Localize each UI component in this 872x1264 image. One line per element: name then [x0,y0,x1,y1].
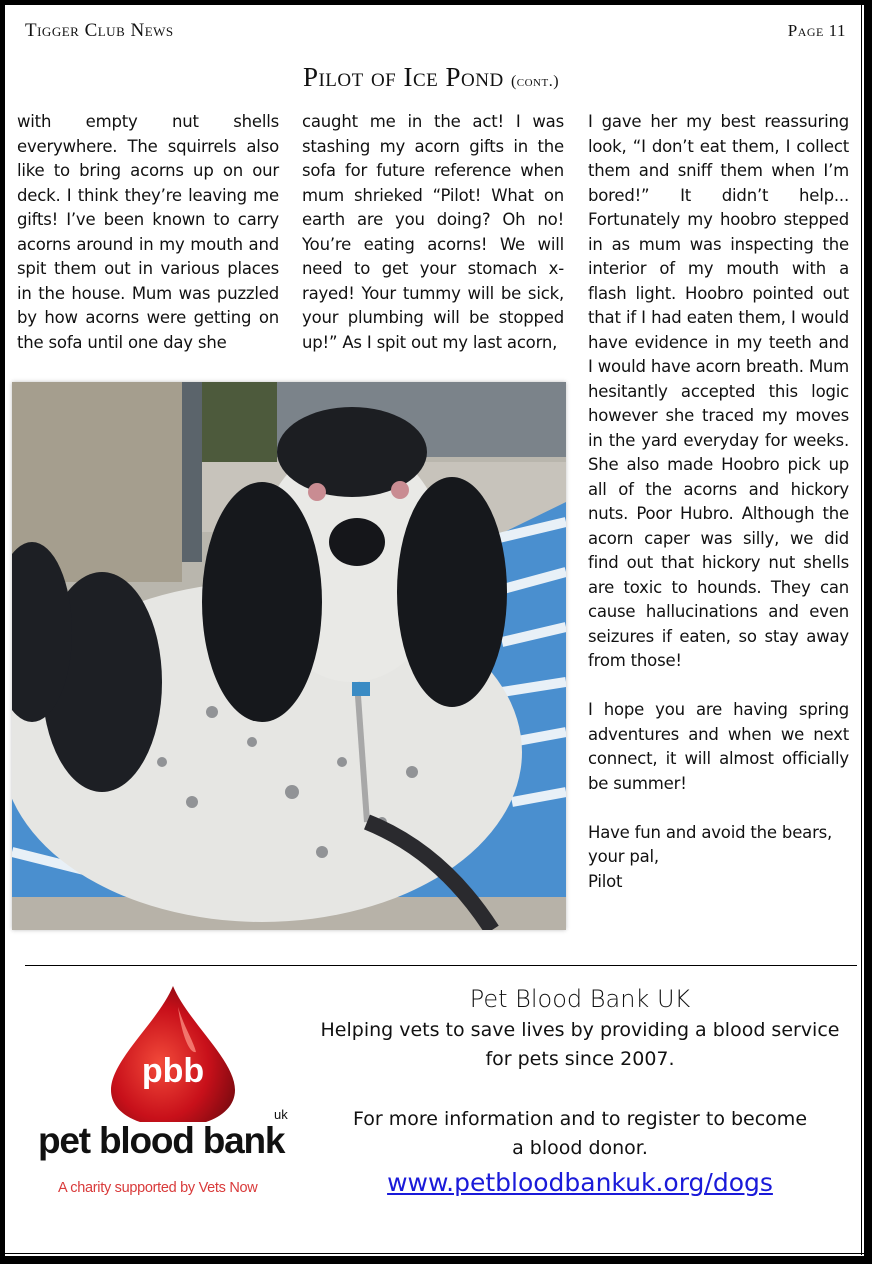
logo-wordmark: pet blood bank [38,1120,285,1161]
article-title-suffix: (cont.) [510,73,560,90]
logo-superscript: uk [274,1107,288,1122]
article-title-text: Pilot of Ice Pond [302,62,504,92]
page-border-bottom [0,1256,872,1264]
article-title [0,62,862,93]
dog-photo [12,382,566,930]
photo-post [182,382,202,562]
ad-info-line-1: For more information and to register to become [352,1108,808,1130]
page-number: Page 11 [787,21,846,40]
ad-info-line-2: a blood donor. [512,1137,648,1159]
article-column-1 [17,110,279,355]
dog-left-eye [308,483,326,501]
article-column-2 [302,110,564,355]
dog-right-ear [397,477,507,707]
dog-left-ear [202,482,322,722]
logo-tagline: A charity supported by Vets Now [58,1180,258,1196]
page-border-right [864,0,872,1264]
ad-description-line-2: for pets since 2007. [485,1048,675,1070]
page-border-right-inner [861,5,862,1255]
page-border-left [0,0,5,1264]
section-divider [25,965,857,966]
publication-name: Tigger Club News [25,20,174,41]
dog-right-eye [391,481,409,499]
dog-collar [352,682,370,696]
column-1-text: with empty nut shells everywhere. The squirrels also like to bring acorns up on our deck. I think they’re leaving me gifts! I’ve been known to carry acorns around in my mouth and spit them out in various places in the house. Mum was puzzled by how acorns were getting on the sofa until one day she [17,112,279,352]
logo-drop-text: pbb [141,1052,205,1090]
signoff-line-2: your pal, [588,847,659,866]
photo-foliage [202,382,277,462]
column-3-paragraph-2: I hope you are having spring adventures and when we next connect, it will almost officially be summer! [588,700,849,793]
dog-photo-illustration [12,382,566,930]
column-2-text: caught me in the act! I was stashing my acorn gifts in the sofa for future reference when mum shrieked “Pilot! What on earth are you doing? Oh no! You’re eating acorns! We will need to get your stomach x-rayed! Your tummy will be sick, your plumbing will be stopped up!” As I spit out my last acorn, [302,112,564,352]
pet-blood-bank-link[interactable]: www.petbloodbankuk.org/dogs [387,1168,773,1197]
ad-title: Pet Blood Bank UK [469,985,691,1013]
page-border-top [0,0,872,5]
ad-description-line-1: Helping vets to save lives by providing a blood service [320,1019,840,1041]
column-3-paragraph-1: I gave her my best reassuring look, “I don’t eat them, I collect them and sniff them when I’m bored!” It didn’t help... Fortunately my hoobro stepped in as mum was inspecting the interior of my mouth with a flash light. Hoobro pointed out that if I had eaten them, I would have evidence in my teeth and I would have acorn breath. Mum hesitantly accepted this logic however she traced my moves in the yard everyday for weeks. She also made Hoobro pick up all of the acorns and hickory nuts. Poor Hubro. Although the acorn caper was silly, we did find out that hickory nut shells are toxic to hounds. They can cause hallucinations and even seizures if eaten, so stay away from those! [588,112,850,670]
blood-drop-icon [38,982,308,1122]
article-column-3 [588,110,849,894]
signoff-line-3: Pilot [588,871,623,891]
pet-blood-bank-logo[interactable] [38,982,308,1204]
page-border-bottom-inner [5,1253,865,1254]
dog-nose [329,518,385,566]
signoff-line-1: Have fun and avoid the bears, [588,822,833,842]
